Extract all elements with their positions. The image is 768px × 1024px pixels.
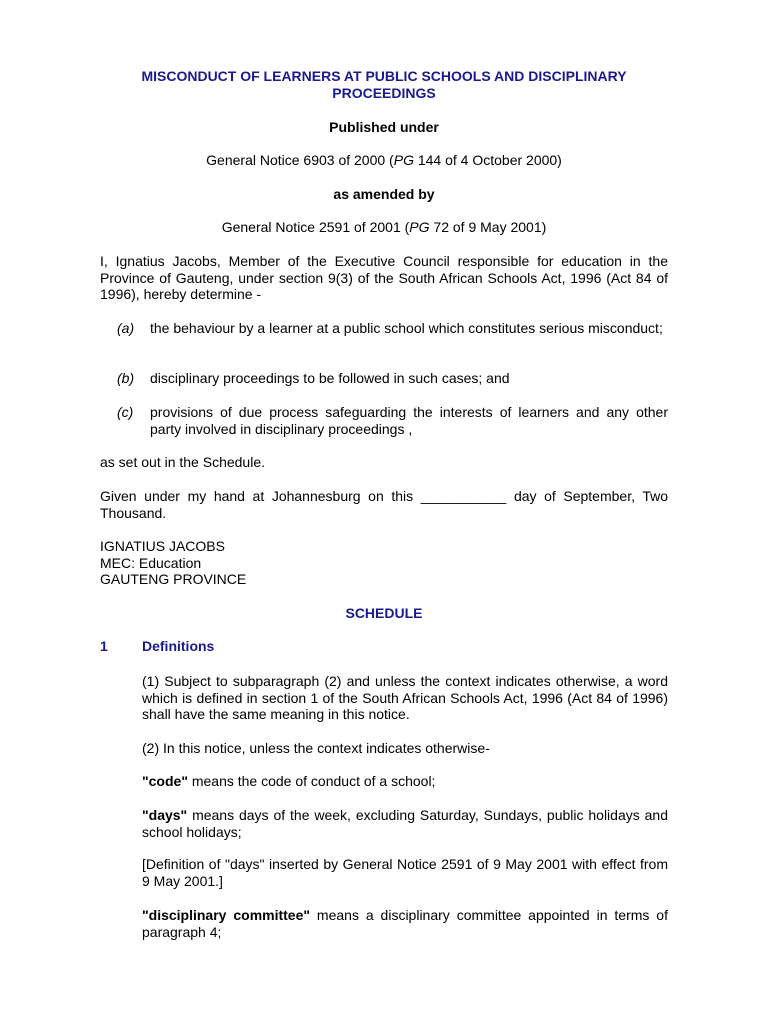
notice-2: [100, 219, 668, 236]
item-text-c: provisions of due process safeguarding the interests of learners and any other party involved in disciplinary proceedings ,: [150, 404, 668, 437]
item-text-b: disciplinary proceedings to be followed in such cases; and: [150, 370, 510, 386]
paragraph-1: (1) Subject to subparagraph (2) and unless the context indicates otherwise, a word which is defined in section 1 of the South African Schools Act, 1996 (Act 84 of 1996) shall have the same meaning in this notice.: [142, 673, 668, 722]
signatory-name: IGNATIUS JACOBS: [100, 538, 225, 554]
item-label-a: (a): [117, 320, 135, 336]
definition-code-text: means the code of conduct of a school;: [187, 773, 436, 789]
notice-1: [100, 152, 668, 169]
item-label-c: (c): [117, 404, 134, 420]
notice-2-pg: PG: [409, 219, 430, 235]
as-set-out: as set out in the Schedule.: [100, 454, 265, 470]
notice-2-pre: General Notice 2591 of 2001 (: [221, 219, 410, 235]
notice-1-pre: General Notice 6903 of 2000 (: [206, 152, 394, 168]
definition-dc-text: means a disciplinary committee appointed in terms of paragraph 4;: [142, 907, 668, 940]
published-under: Published under: [329, 119, 439, 135]
title-line-2: PROCEEDINGS: [332, 84, 436, 101]
section-heading: Definitions: [142, 638, 215, 654]
definition-days-note: [Definition of "days" inserted by General Notice 2591 of 9 May 2001 with effect from 9 May 2001.]: [142, 856, 668, 889]
signatory-province: GAUTENG PROVINCE: [100, 571, 247, 587]
definition-days-term: "days": [142, 807, 188, 823]
notice-2-post: 72 of 9 May 2001): [429, 219, 547, 235]
signatory-title: MEC: Education: [100, 554, 202, 571]
intro-paragraph: I, Ignatius Jacobs, Member of the Executive Council responsible for education in the Province of Gauteng, under section 9(3) of the South African Schools Act, 1996 (Act 84 of 1996), hereby determine -: [100, 253, 668, 302]
notice-1-post: 144 of 4 October 2000): [413, 152, 562, 168]
document-title: [100, 68, 668, 101]
definition-disciplinary-committee: [142, 907, 668, 940]
item-text-a: the behaviour by a learner at a public school which constitutes serious misconduct;: [150, 320, 663, 336]
definition-days-text: means days of the week, excluding Saturday, Sundays, public holidays and school holidays;: [142, 807, 668, 840]
definition-days: [142, 807, 668, 840]
given-under-hand: Given under my hand at Johannesburg on this ___________ day of September, Two Thousand.: [100, 488, 668, 521]
title-line-1: MISCONDUCT OF LEARNERS AT PUBLIC SCHOOLS AND DISCIPLINARY: [141, 68, 627, 84]
definition-code-term: "code": [142, 773, 188, 789]
schedule-heading: SCHEDULE: [345, 605, 423, 621]
section-number: 1: [100, 638, 108, 654]
notice-1-pg: PG: [393, 152, 414, 168]
as-amended-by: as amended by: [333, 186, 435, 202]
paragraph-2: (2) In this notice, unless the context indicates otherwise-: [142, 740, 490, 756]
definition-code: [142, 773, 668, 790]
definition-dc-term: "disciplinary committee": [142, 907, 311, 923]
item-label-b: (b): [117, 370, 135, 386]
signature-block: [100, 538, 246, 588]
